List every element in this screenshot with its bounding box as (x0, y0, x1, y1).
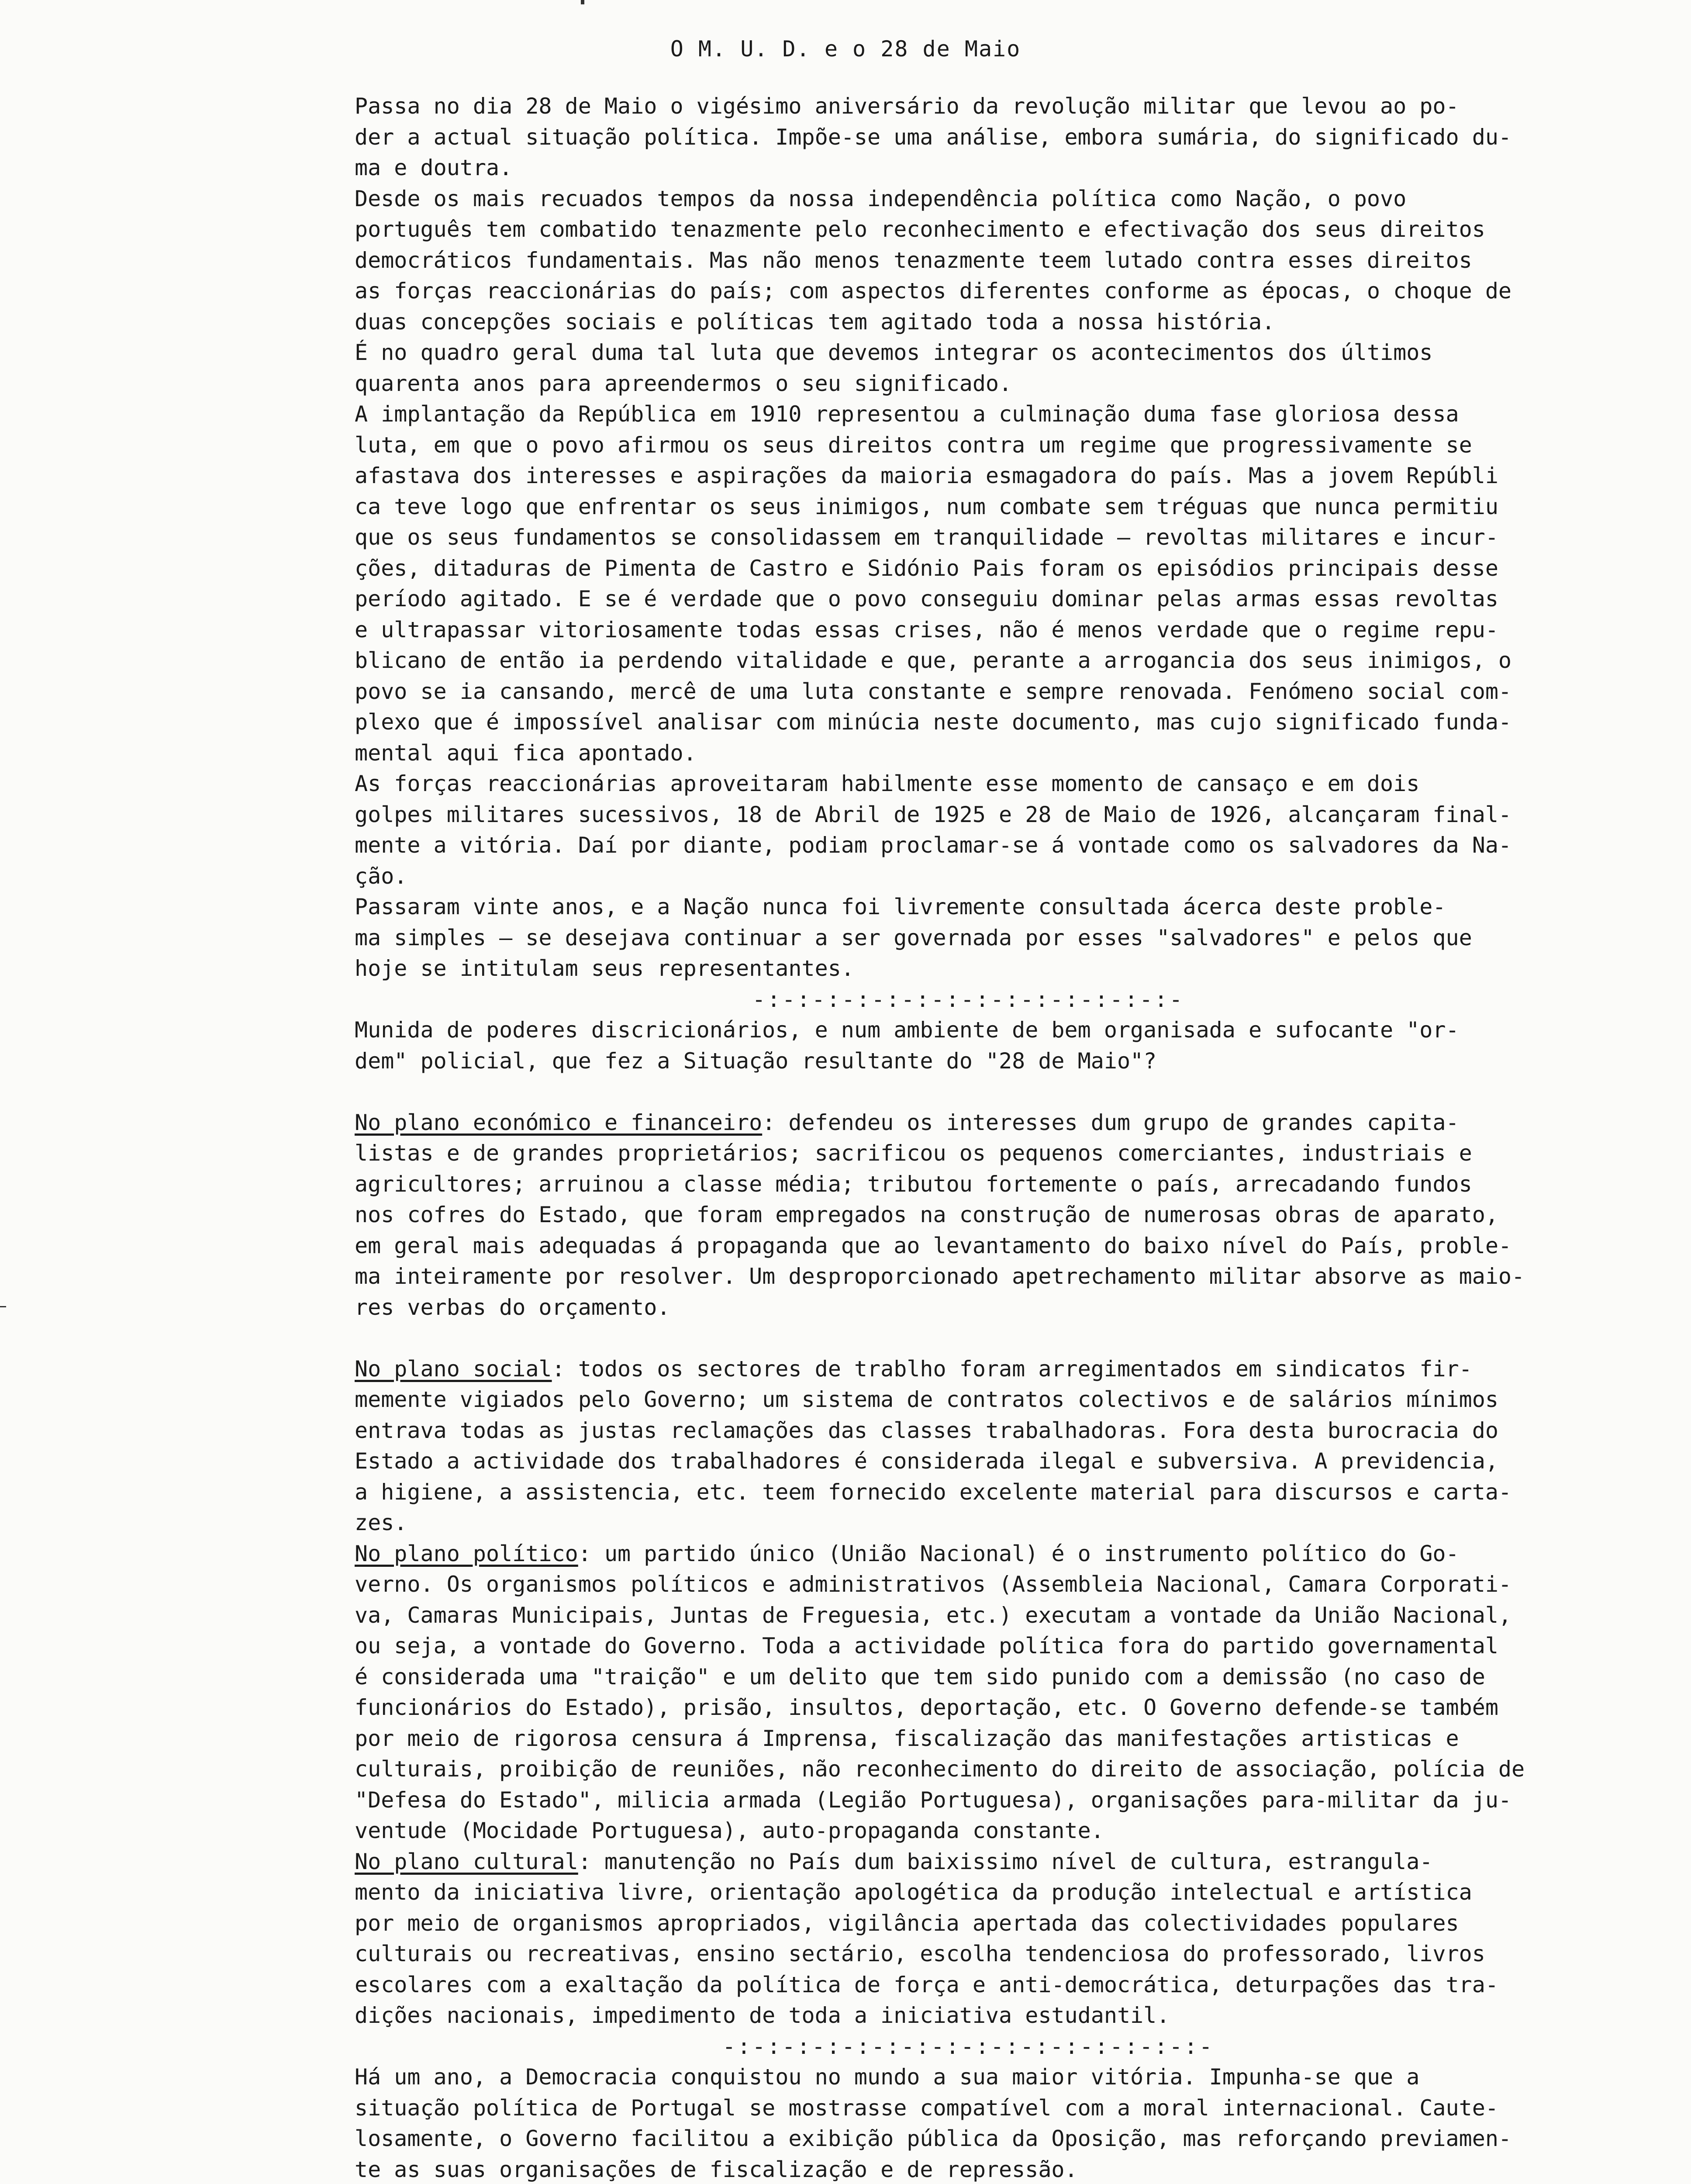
text-line: dem" policial, que fez a Situação resultante do "28 de Maio"? (355, 1048, 1157, 1074)
text-line: ma simples — se desejava continuar a ser governada por esses "salvadores" e pelos que (355, 925, 1472, 950)
text-line: golpes militares sucessivos, 18 de Abril de 1925 e 28 de Maio de 1926, alcançaram final- (355, 802, 1512, 827)
text-line: hoje se intitulam seus representantes. (355, 956, 854, 981)
text-line: é considerada uma "traição" e um delito que tem sido punido com a demissão (no caso de (355, 1664, 1485, 1690)
section-text: : um partido único (União Nacional) é o instrumento político do Go- (578, 1541, 1459, 1566)
text-line: e ultrapassar vitoriosamente todas essas crises, não é menos verdade que o regime repu- (355, 617, 1498, 643)
text-line: plexo que é impossível analisar com minúcia neste documento, mas cujo significado funda- (355, 709, 1512, 735)
ink-mark-top (581, 0, 584, 4)
section-text: : manutenção no País dum baixissimo nível de cultura, estrangula- (578, 1849, 1433, 1874)
text-line: ção. (355, 863, 407, 889)
text-line: Passa no dia 28 de Maio o vigésimo aniversário da revolução militar que levou ao po- (355, 93, 1459, 119)
text-line: ou seja, a vontade do Governo. Toda a actividade política fora do partido governamental (355, 1633, 1498, 1659)
text-line: mento da iniciativa livre, orientação apologética da produção intelectual e artística (355, 1880, 1472, 1905)
spacer (355, 1323, 1621, 1354)
text-line: culturais, proibição de reuniões, não reconhecimento do direito de associação, polícia de (355, 1756, 1525, 1782)
text-line: Estado a actividade dos trabalhadores é considerada ilegal e subversiva. A previdencia, (355, 1448, 1498, 1474)
text-line: democráticos fundamentais. Mas não menos tenazmente teem lutado contra esses direitos (355, 247, 1472, 273)
text-line: Munida de poderes discricionários, e num ambiente de bem organisada e sufocante "or- (355, 1017, 1459, 1043)
text-line: te as suas organisações de fiscalização e de repressão. (355, 2156, 1078, 2182)
section-heading-cultural: No plano cultural (355, 1849, 578, 1874)
text-line: nos cofres do Estado, que foram empregados na construção de numerosas obras de aparato, (355, 1202, 1498, 1227)
section-text: : defendeu os interesses dum grupo de grandes capita- (762, 1109, 1459, 1135)
text-line: "Defesa do Estado", milicia armada (Legião Portuguesa), organisações para-militar da ju- (355, 1787, 1512, 1813)
ink-mark-left (0, 1306, 6, 1307)
text-line: ma inteiramente por resolver. Um desproporcionado apetrechamento militar absorve as maio- (355, 1264, 1525, 1289)
text-line: período agitado. E se é verdade que o povo conseguiu dominar pelas armas essas revoltas (355, 586, 1498, 612)
text-line: As forças reaccionárias aproveitaram habilmente esse momento de cansaço e em dois (355, 771, 1420, 796)
text-line: ca teve logo que enfrentar os seus inimigos, num combate sem tréguas que nunca permitiu (355, 494, 1498, 519)
text-line: ções, ditaduras de Pimenta de Castro e Sidónio Pais foram os episódios principais desse (355, 555, 1498, 581)
text-line: ventude (Mocidade Portuguesa), auto-propaganda constante. (355, 1818, 1104, 1843)
text-line: É no quadro geral duma tal luta que devemos integrar os acontecimentos dos últimos (355, 340, 1433, 365)
text-line: der a actual situação política. Impõe-se uma análise, embora sumária, do significado du- (355, 124, 1512, 150)
text-line: listas e de grandes proprietários; sacrificou os pequenos comerciantes, industriais e (355, 1140, 1472, 1166)
section-heading-social: No plano social (355, 1356, 552, 1382)
text-line: zes. (355, 1510, 407, 1535)
section-economic (355, 1107, 1621, 1323)
text-line: as forças reaccionárias do país; com aspectos diferentes conforme as épocas, o choque de (355, 278, 1512, 304)
text-line: A implantação da República em 1910 representou a culminação duma fase gloriosa dessa (355, 401, 1459, 427)
text-line: losamente, o Governo facilitou a exibição pública da Oposição, mas reforçando previamen- (355, 2126, 1512, 2151)
text-line: por meio de rigorosa censura á Imprensa, fiscalização das manifestações artisticas e (355, 1725, 1459, 1751)
text-line: Há um ano, a Democracia conquistou no mundo a sua maior vitória. Impunha-se que a (355, 2064, 1420, 2090)
text-line: va, Camaras Municipais, Juntas de Freguesia, etc.) executam a vontade da União Nacional, (355, 1602, 1512, 1628)
text-line: duas concepções sociais e políticas tem agitado toda a nossa história. (355, 309, 1275, 335)
text-line: Desde os mais recuados tempos da nossa independência política como Nação, o povo (355, 186, 1407, 211)
section-heading-political: No plano político (355, 1541, 578, 1566)
text-line: por meio de organismos apropriados, vigilância apertada das colectividades populares (355, 1910, 1459, 1936)
text-line: situação política de Portugal se mostrasse compatível com a moral internacional. Caute- (355, 2095, 1498, 2121)
text-line: quarenta anos para apreendermos o seu significado. (355, 370, 1012, 396)
text-line: dições nacionais, impedimento de toda a iniciativa estudantil. (355, 2003, 1170, 2028)
text-line: afastava dos interesses e aspirações da maioria esmagadora do país. Mas a jovem Repúbli (355, 463, 1498, 488)
text-line: português tem combatido tenazmente pelo reconhecimento e efectivação dos seus direitos (355, 217, 1485, 242)
text-line: em geral mais adequadas á propaganda que ao levantamento do baixo nível do País, proble- (355, 1233, 1512, 1258)
text-line: a higiene, a assistencia, etc. teem fornecido excelente material para discursos e carta- (355, 1479, 1512, 1505)
text-line: verno. Os organismos políticos e administrativos (Assembleia Nacional, Camara Corporati- (355, 1572, 1512, 1597)
text-line: escolares com a exaltação da política de força e anti-democrática, deturpações das tra- (355, 1972, 1498, 1997)
separator-line: -:-:-:-:-:-:-:-:-:-:-:-:-:-:- (752, 986, 1184, 1012)
text-line: mental aqui fica apontado. (355, 740, 697, 766)
section-cultural (355, 1846, 1621, 2031)
text-line: blicano de então ia perdendo vitalidade e que, perante a arrogancia dos seus inimigos, o (355, 648, 1512, 673)
text-line: entrava todas as justas reclamações das classes trabalhadoras. Fora desta burocracia do (355, 1417, 1498, 1443)
text-line: res verbas do orçamento. (355, 1294, 670, 1320)
text-line: luta, em que o povo afirmou os seus direitos contra um regime que progressivamente se (355, 432, 1472, 458)
section-heading-economic: No plano económico e financeiro (355, 1109, 763, 1135)
spacer (355, 1076, 1621, 1107)
separator-line: -:-:-:-:-:-:-:-:-:-:-:-:-:-:-:-:- (722, 2033, 1214, 2059)
intro-section (355, 91, 1621, 984)
text-line: mente a vitória. Daí por diante, podiam proclamar-se á vontade como os salvadores da Na- (355, 833, 1512, 858)
text-line: que os seus fundamentos se consolidassem em tranquilidade — revoltas militares e incur- (355, 525, 1498, 550)
closing-section (355, 2062, 1621, 2184)
text-line: agricultores; arruinou a classe média; tributou fortemente o país, arrecadando fundos (355, 1171, 1472, 1197)
text-line: povo se ia cansando, mercê de uma luta constante e sempre renovada. Fenómeno social com- (355, 678, 1512, 704)
text-line: ma e doutra. (355, 155, 513, 180)
document-title: O M. U. D. e o 28 de Maio (670, 36, 1021, 62)
question-section (355, 1015, 1621, 1076)
section-text: : todos os sectores de trablho foram arregimentados em sindicatos fir- (552, 1356, 1472, 1382)
text-line: culturais ou recreativas, ensino sectário, escolha tendenciosa do professorado, livros (355, 1941, 1485, 1966)
section-social (355, 1354, 1621, 1538)
document-body (355, 91, 1621, 2184)
text-line: Passaram vinte anos, e a Nação nunca foi livremente consultada ácerca deste proble- (355, 894, 1446, 919)
text-line: memente vigiados pelo Governo; um sistema de contratos colectivos e de salários mínimos (355, 1387, 1498, 1412)
section-political (355, 1538, 1621, 1846)
text-line: funcionários do Estado), prisão, insultos, deportação, etc. O Governo defende-se também (355, 1695, 1498, 1720)
